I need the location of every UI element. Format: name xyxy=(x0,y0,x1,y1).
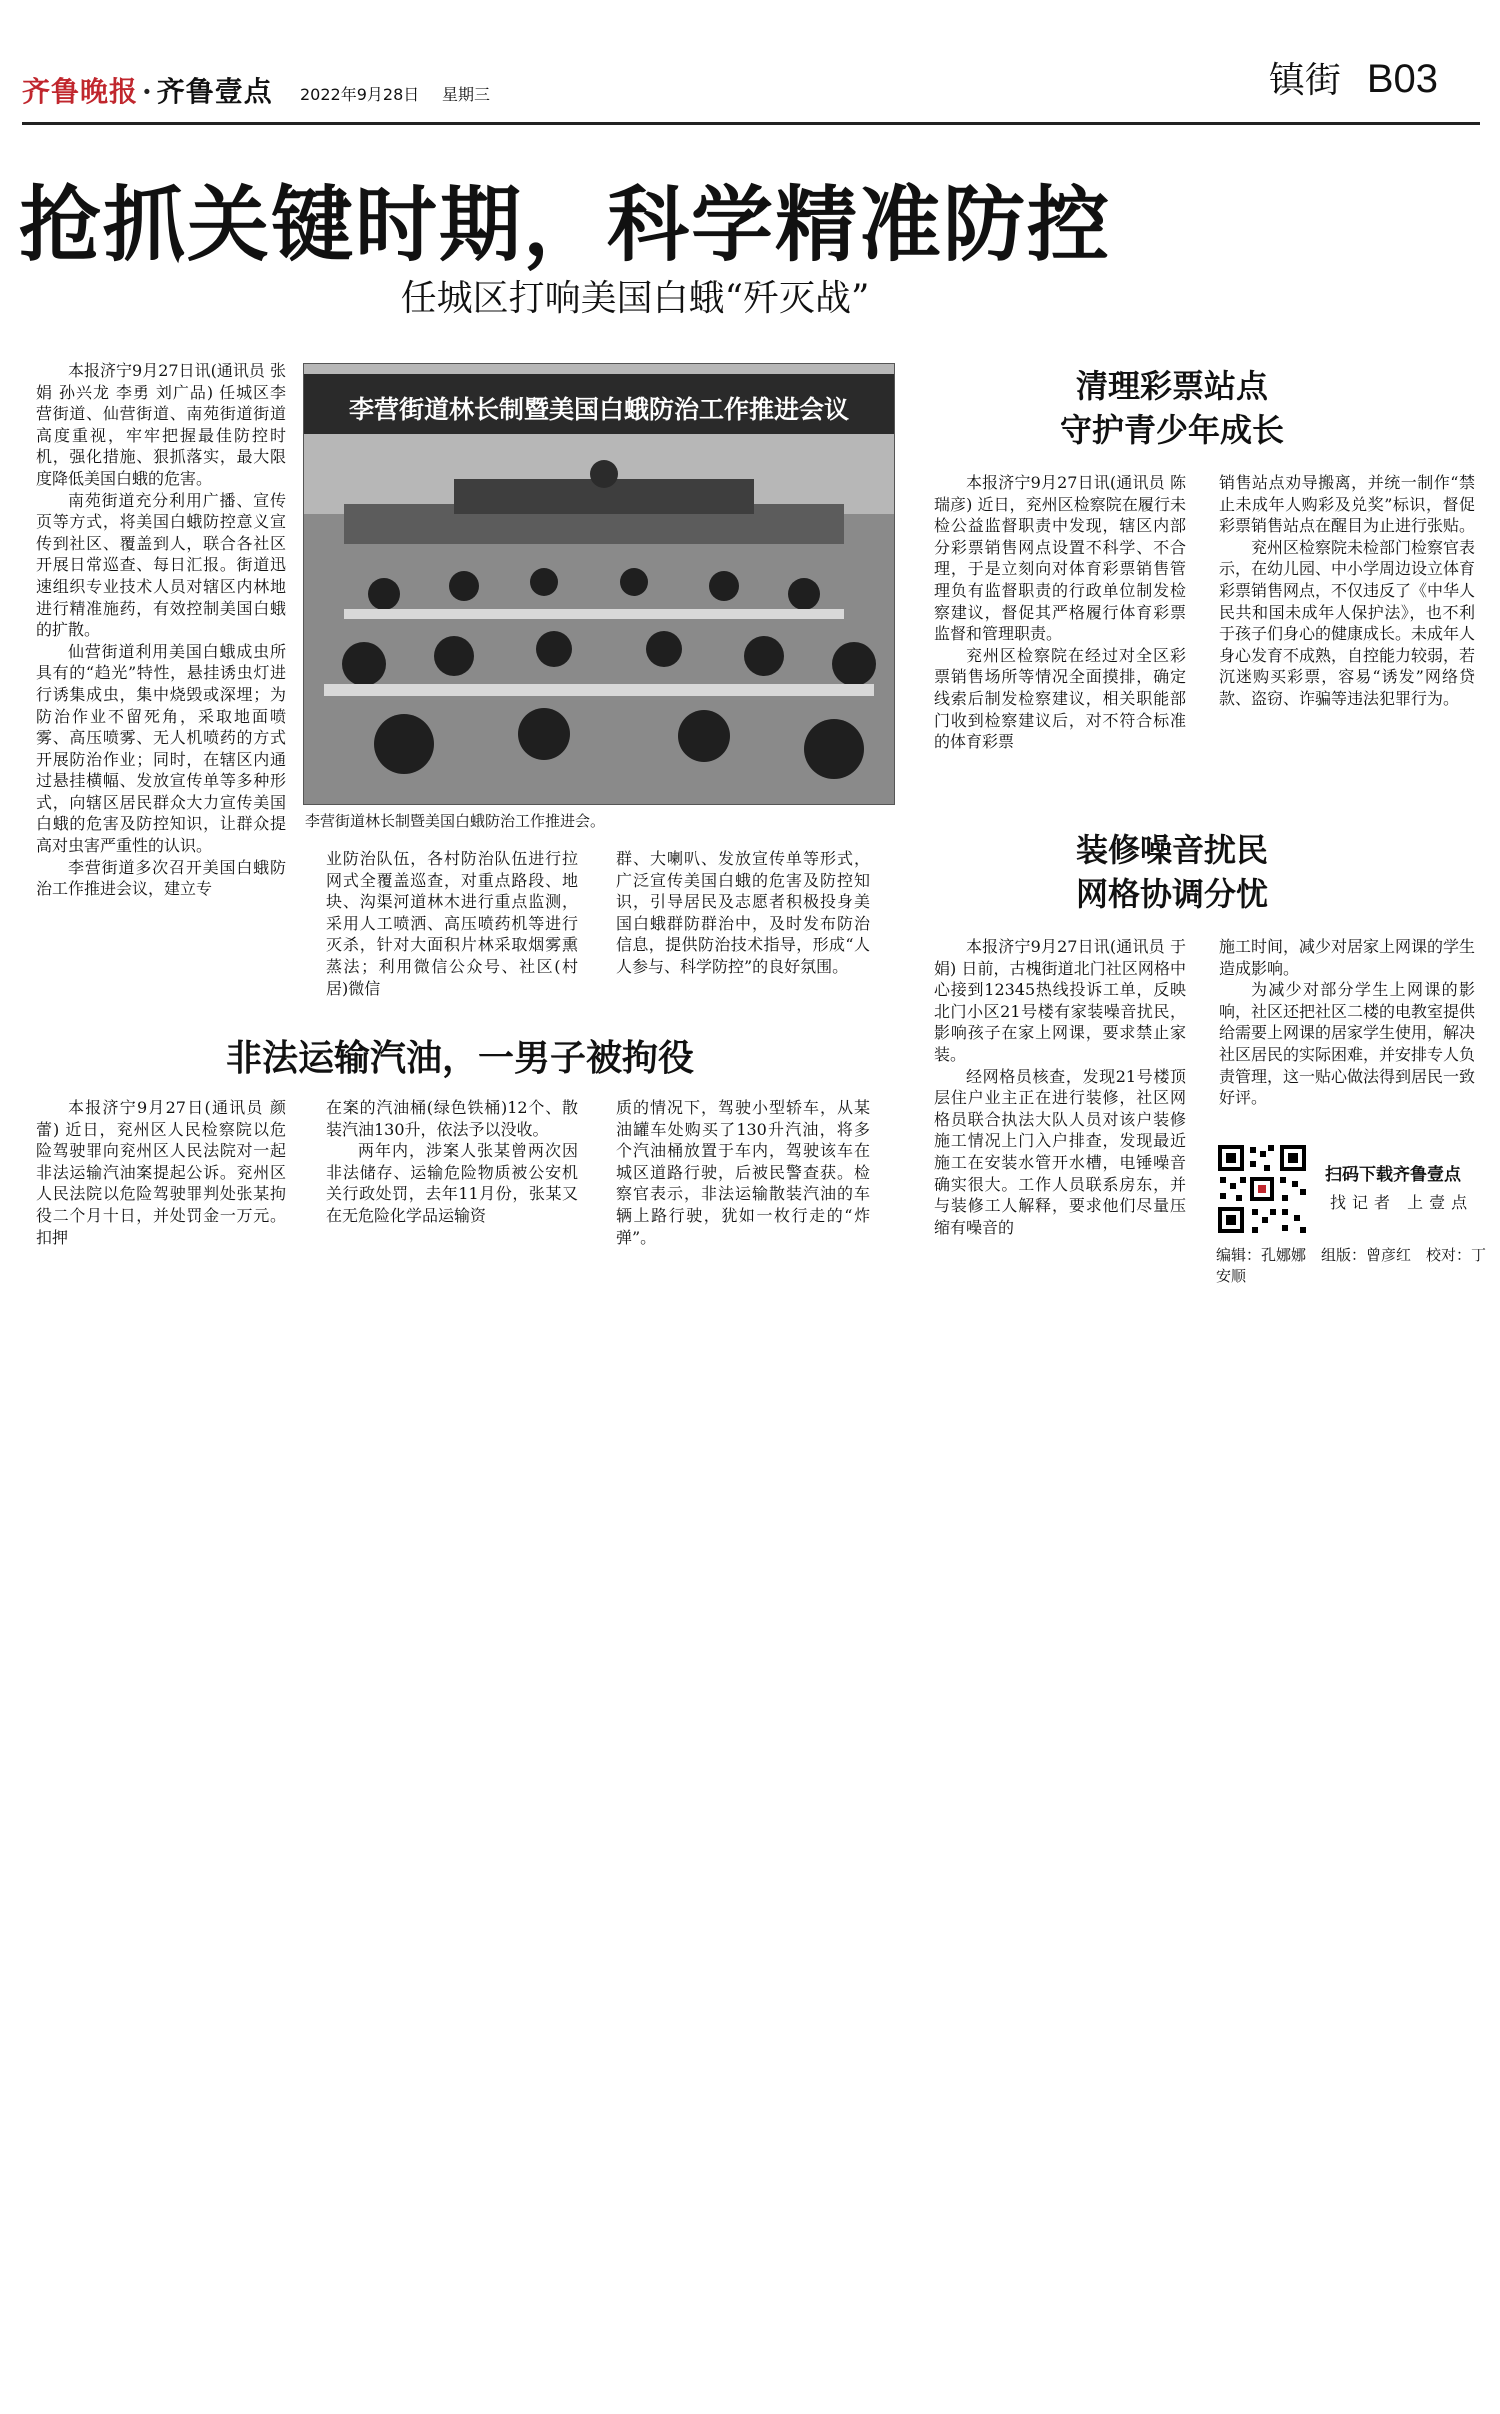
editorial-credits: 编辑：孔娜娜 组版：曾彦红 校对：丁安顺 xyxy=(1216,1247,1487,1285)
noise-article-col2 xyxy=(1219,936,1475,1109)
noise-col1-p2: 经网格员核查，发现21号楼顶层住户业主正在进行装修，社区网格员联合执法大队人员对该户装修施工情况上门入户排查，发现最近施工在安装水管开水槽，电锤噪音确实很大。工作人员联系房东，并与装修工人解释，要求他们尽量压缩有噪音的 xyxy=(934,1066,1186,1237)
main-headline: 抢抓关键时期，科学精准防控 xyxy=(18,177,1111,273)
noise-article-col1 xyxy=(934,936,1186,1238)
main-col2-p1: 业防治队伍，各村防治队伍进行拉网式全覆盖巡查，对重点路段、地块、沟渠河道林木进行重点监测，采用人工喷洒、高压喷药机等进行灭杀，针对大面积片林采取烟雾熏蒸法；利用微信公众号、社区(村居)微信 xyxy=(326,849,578,998)
noise-headline-line1: 装修噪音扰民 xyxy=(1075,831,1268,869)
lottery-article-col2 xyxy=(1219,472,1475,710)
logo-qilu-evening-news: 齐鲁晚报 xyxy=(22,75,139,108)
logo-separator: · xyxy=(142,75,153,108)
fuel-col1-p1: 本报济宁9月27日(通讯员 颜蕾) 近日，兖州区人民检察院以危险驾驶罪向兖州区人民法院对一起非法运输汽油案提起公诉。兖州区人民法院以危险驾驶罪判处张某拘役二个月十日，并处罚金一万元。扣押 xyxy=(36,1098,286,1247)
lottery-col2-p2: 兖州区检察院未检部门检察官表示，在幼儿园、中小学周边设立体育彩票销售网点，不仅违反了《中华人民共和国未成年人保护法》，也不利于孩子们身心的健康成长。未成年人身心发育不成熟，自控能力较弱，若沉迷购买彩票，容易“诱发”网络贷款、盗窃、诈骗等违法犯罪行为。 xyxy=(1219,537,1476,708)
qr-download-label: 扫码下载齐鲁壹点 xyxy=(1325,1165,1461,1185)
noise-headline-line2: 网格协调分忧 xyxy=(1075,875,1268,913)
main-col3-p1: 群、大喇叭、发放宣传单等形式，广泛宣传美国白蛾的危害及防控知识，引导居民及志愿者积极投身美国白蛾群防群治中，及时发布防治信息，提供防治技术指导，形成“人人参与、科学防控”的良好氛围。 xyxy=(616,849,870,976)
noise-article-headline xyxy=(932,828,1412,916)
lottery-headline-line1: 清理彩票站点 xyxy=(1075,367,1268,405)
main-col1-p1: 本报济宁9月27日讯(通讯员 张娟 孙兴龙 李勇 刘广品) 任城区李营街道、仙营街道、南苑街道街道高度重视，牢牢把握最佳防控时机，强化措施、狠抓落实，最大限度降低美国白蛾的危害。 xyxy=(36,361,286,488)
logo-qilu-yidian: 齐鲁壹点 xyxy=(156,75,273,108)
fuel-article-col2 xyxy=(326,1097,578,1227)
fuel-article-col1 xyxy=(36,1097,286,1248)
masthead-logo xyxy=(22,70,273,110)
fuel-col2-p2: 两年内，涉案人张某曾两次因非法储存、运输危险物质被公安机关行政处罚，去年11月份，张某又在无危险化学品运输资 xyxy=(326,1141,578,1225)
lottery-article-col1 xyxy=(934,472,1186,753)
noise-col2-p2: 为减少对部分学生上网课的影响，社区还把社区二楼的电教室提供给需要上网课的居家学生使用，解决社区居民的实际困难，并安排专人负责管理，这一贴心做法得到居民一致好评。 xyxy=(1219,980,1476,1108)
qr-code[interactable] xyxy=(1216,1143,1308,1235)
fuel-article-col3 xyxy=(616,1097,870,1248)
lottery-col2-p1: 销售站点劝导搬离，并统一制作“禁止未成年人购彩及兑奖”标识，督促彩票销售站点在醒目为止进行张贴。 xyxy=(1219,473,1476,536)
fuel-article-headline: 非法运输汽油，一男子被拘役 xyxy=(225,1037,694,1079)
lottery-col1-p2: 兖州区检察院在经过对全区彩票销售场所等情况全面摸排，确定线索后制发检察建议，相关职能部门收到检察建议后，对不符合标准的体育彩票 xyxy=(934,645,1186,752)
lottery-headline-line2: 守护青少年成长 xyxy=(1059,411,1284,449)
photo-caption: 李营街道林长制暨美国白蛾防治工作推进会。 xyxy=(305,813,606,830)
lottery-col1-p1: 本报济宁9月27日讯(通讯员 陈瑞彦) 近日，兖州区检察院在履行未检公益监督职责中发现，辖区内部分彩票销售网点设置不科学、不合理，于是立刻向对体育彩票销售管理负有监督职责的行政单位制发检察建议，督促其严格履行体育彩票监督和管理职责。 xyxy=(934,473,1186,644)
fuel-col3-p1: 质的情况下，驾驶小型轿车，从某油罐车处购买了130升汽油，将多个汽油桶放置于车内，驾驶该车在城区道路行驶，后被民警查获。检察官表示，非法运输散装汽油的车辆上路行驶，犹如一枚行走的“炸弹”。 xyxy=(616,1098,870,1247)
issue-weekday: 星期三 xyxy=(442,85,491,104)
lottery-article-headline xyxy=(932,364,1412,452)
fuel-col2-p1: 在案的汽油桶(绿色铁桶)12个、散装汽油130升，依法予以没收。 xyxy=(326,1098,578,1139)
masthead-rule xyxy=(22,122,1480,125)
main-article-col2 xyxy=(326,848,578,999)
main-article-col1 xyxy=(36,360,286,900)
qr-code-icon xyxy=(1216,1143,1308,1235)
main-article-col3 xyxy=(616,848,870,978)
main-col1-p3: 仙营街道利用美国白蛾成虫所具有的“趋光”特性，悬挂诱虫灯进行诱集成虫，集中烧毁或深埋；为防治作业不留死角，采取地面喷雾、高压喷雾、无人机喷药的方式开展防治作业；同时，在辖区内通过悬挂横幅、发放宣传单等多种形式，向辖区居民群众大力宣传美国白蛾的危害及防控知识，让群众提高对虫害严重性的认识。 xyxy=(36,641,286,856)
issue-date: 2022年9月28日 xyxy=(300,85,420,104)
section-name: 镇街 xyxy=(1268,60,1341,101)
meeting-photo xyxy=(303,363,895,805)
noise-col1-p1: 本报济宁9月27日讯(通讯员 于娟) 日前，古槐街道北门社区网格中心接到12345热线投诉工单，反映北门小区21号楼有家装噪音扰民，影响孩子在家上网课，要求禁止家装。 xyxy=(934,937,1186,1064)
section-marker xyxy=(1269,52,1438,103)
noise-col2-p1: 施工时间，减少对居家上网课的学生造成影响。 xyxy=(1219,937,1476,978)
main-col1-p4: 李营街道多次召开美国白蛾防治工作推进会议，建立专 xyxy=(36,857,286,899)
page-number: B03 xyxy=(1366,57,1438,101)
photo-banner: 李营街道林长制暨美国白蛾防治工作推进会议 xyxy=(348,395,849,424)
main-subheadline: 任城区打响美国白蛾“歼灭战” xyxy=(400,278,870,319)
qr-slogan: 找记者 上壹点 xyxy=(1330,1193,1474,1212)
main-col1-p2: 南苑街道充分利用广播、宣传页等方式，将美国白蛾防控意义宣传到社区、覆盖到人，联合各社区开展日常巡查、每日汇报。街道迅速组织专业技术人员对辖区内林地进行精准施药，有效控制美国白蛾的扩散。 xyxy=(36,490,286,640)
meeting-photo-image xyxy=(304,364,894,804)
